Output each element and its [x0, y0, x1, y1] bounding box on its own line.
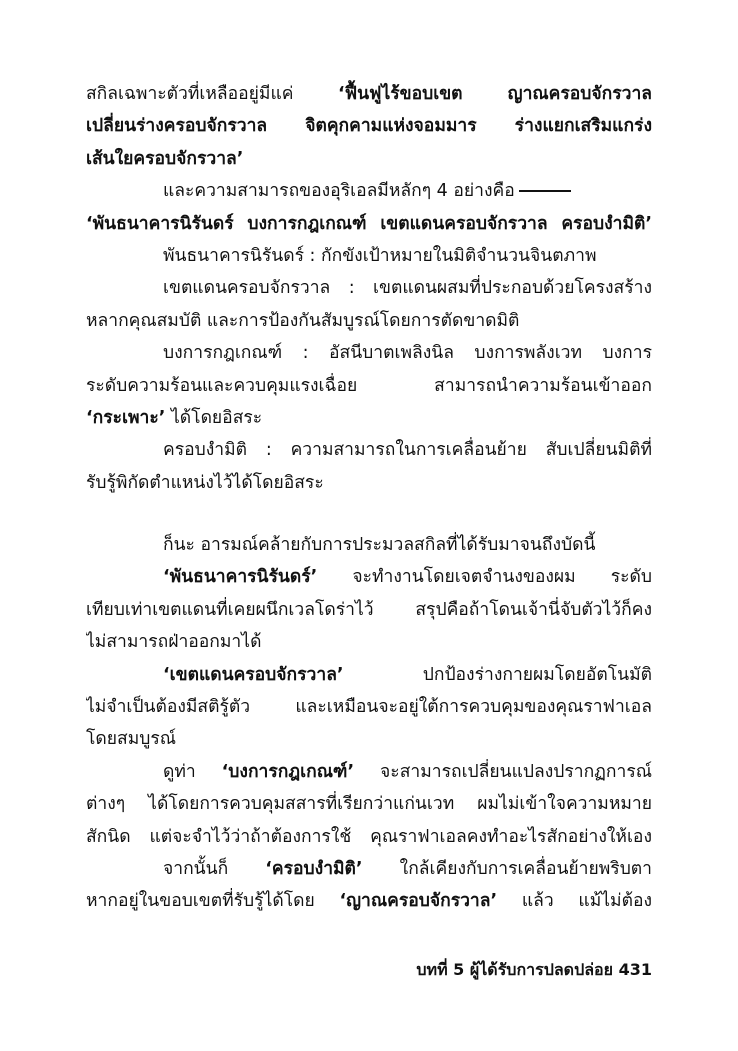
text-line — [86, 434, 652, 466]
text-segment: เทียบเท่าเขตแดนที่เคยผนึกเวลโดร่าไว้ สรุปคือถ้าโดนเจ้านี่จับตัวไว้ก็คง — [86, 599, 652, 620]
page-footer — [370, 958, 652, 983]
text-line — [86, 626, 652, 658]
summary-intro-paragraph — [86, 529, 652, 561]
abilities-intro-paragraph — [86, 175, 652, 240]
dimension-explanation-paragraph — [86, 853, 652, 918]
bold-term: ‘บงการกฎเกณฑ์’ — [221, 761, 355, 782]
text-segment: เขตแดนครอบจักรวาล : เขตแดนผสมที่ประกอบด้วยโครงสร้าง — [163, 278, 652, 299]
text-segment: ระดับความร้อนและควบคุมแรงเฉื่อย สามารถนำความร้อนเข้าออก — [86, 375, 652, 396]
text-segment: พันธนาคารนิรันดร์ : กักขังเป้าหมายในมิติจำนวนจินตภาพ — [163, 245, 597, 266]
text-segment: ได้โดยอิสระ — [165, 407, 263, 428]
text-segment: ก็นะ อารมณ์คล้ายกับการประมวลสกิลที่ได้รับมาจนถึงบัดนี้ — [163, 535, 596, 556]
bold-term: ‘พันธนาคารนิรันดร์ บงการกฎเกณฑ์ เขตแดนครอบจักรวาล ครอบงำมิติ’ — [86, 213, 652, 234]
text-line — [86, 853, 652, 885]
text-segment: แล้ว แม้ไม่ต้อง — [497, 891, 652, 912]
text-segment: บงการกฎเกณฑ์ : อัสนีบาตเพลิงนิล บงการพลังเวท บงการ — [163, 343, 652, 364]
text-line — [86, 175, 652, 207]
text-segment: ไม่จำเป็นต้องมีสติรู้ตัว และเหมือนจะอยู่ใต้การควบคุมของคุณราฟาเอล — [86, 697, 652, 718]
ability-prison-definition — [86, 240, 652, 272]
text-line — [86, 723, 652, 755]
text-line — [86, 240, 652, 272]
text-segment: รับรู้พิกัดตำแหน่งไว้ได้โดยอิสระ — [86, 472, 324, 493]
gap — [86, 499, 652, 529]
text-line — [86, 885, 652, 917]
bold-term: ‘เขตแดนครอบจักรวาล’ — [163, 664, 344, 685]
bold-term: ‘ครอบงำมิติ’ — [265, 858, 363, 879]
text-segment: ไม่สามารถฝ่าออกมาได้ — [86, 632, 262, 653]
text-segment: หลากคุณสมบัติ และการป้องกันสัมบูรณ์โดยการตัดขาดมิติ — [86, 310, 520, 331]
text-segment: ครอบงำมิติ : ความสามารถในการเคลื่อนย้าย สับเปลี่ยนมิติที่ — [163, 440, 652, 461]
page-number: 431 — [618, 960, 652, 979]
page-body — [86, 78, 652, 918]
text-line — [86, 788, 652, 820]
text-line — [86, 337, 652, 369]
bold-term: ‘ฟื้นฟูไร้ขอบเขต ญาณครอบจักรวาล — [338, 84, 652, 104]
text-line — [86, 272, 652, 304]
text-line — [86, 756, 652, 788]
text-line — [86, 561, 652, 593]
bold-term: ‘ญาณครอบจักรวาล’ — [339, 891, 498, 912]
ability-rules-definition — [86, 337, 652, 434]
text-line — [86, 467, 652, 499]
text-segment: จากนั้นก็ — [163, 858, 266, 879]
chapter-title: บทที่ 5 ผู้ได้รับการปลดปล่อย — [416, 960, 614, 979]
bold-term: เส้นใยครอบจักรวาล’ — [86, 148, 244, 169]
text-line — [86, 305, 652, 337]
text-line — [86, 821, 652, 853]
ability-dimension-definition — [86, 434, 652, 499]
bold-term: ‘พันธนาคารนิรันดร์’ — [163, 567, 318, 588]
text-segment: หากอยู่ในขอบเขตที่รับรู้ได้โดย — [86, 891, 340, 912]
text-segment: และความสามารถของอุริเอลมีหลักๆ 4 อย่างคือ — [163, 181, 515, 202]
text-segment: โดยสมบูรณ์ — [86, 729, 176, 750]
text-segment: ใกล้เคียงกับการเคลื่อนย้ายพริบตา — [362, 858, 652, 879]
text-line — [86, 78, 652, 110]
rules-explanation-paragraph — [86, 756, 652, 853]
skills-paragraph — [86, 78, 652, 175]
text-segment: สกิลเฉพาะตัวที่เหลืออยู่มีแค่ — [86, 84, 339, 104]
text-line — [86, 110, 652, 142]
text-line — [86, 402, 652, 434]
text-line — [86, 594, 652, 626]
text-segment: สักนิด แต่จะจำไว้ว่าถ้าต้องการใช้ คุณราฟาเอลคงทำอะไรสักอย่างให้เอง — [86, 826, 652, 847]
prison-explanation-paragraph — [86, 561, 652, 658]
text-line — [86, 659, 652, 691]
text-line — [86, 208, 652, 240]
text-line — [86, 143, 652, 175]
domain-explanation-paragraph — [86, 659, 652, 756]
ability-domain-definition — [86, 272, 652, 337]
bold-term: เปลี่ยนร่างครอบจักรวาล จิตคุกคามแห่งจอมมาร ร่างแยกเสริมแกร่ง — [86, 116, 652, 137]
text-segment: ปกป้องร่างกายผมโดยอัตโนมัติ — [343, 664, 652, 685]
text-line — [86, 529, 652, 561]
text-segment: ดูท่า — [163, 761, 222, 782]
text-segment: จะทำงานโดยเจตจำนงของผม ระดับ — [317, 567, 652, 588]
em-dash-line — [519, 190, 571, 192]
text-line — [86, 691, 652, 723]
bold-term: ‘กระเพาะ’ — [86, 407, 166, 428]
text-line — [86, 370, 652, 402]
text-segment: ต่างๆ ได้โดยการควบคุมสสารที่เรียกว่าแก่นเวท ผมไม่เข้าใจความหมาย — [86, 794, 652, 815]
text-segment: จะสามารถเปลี่ยนแปลงปรากฏการณ์ — [354, 761, 652, 782]
